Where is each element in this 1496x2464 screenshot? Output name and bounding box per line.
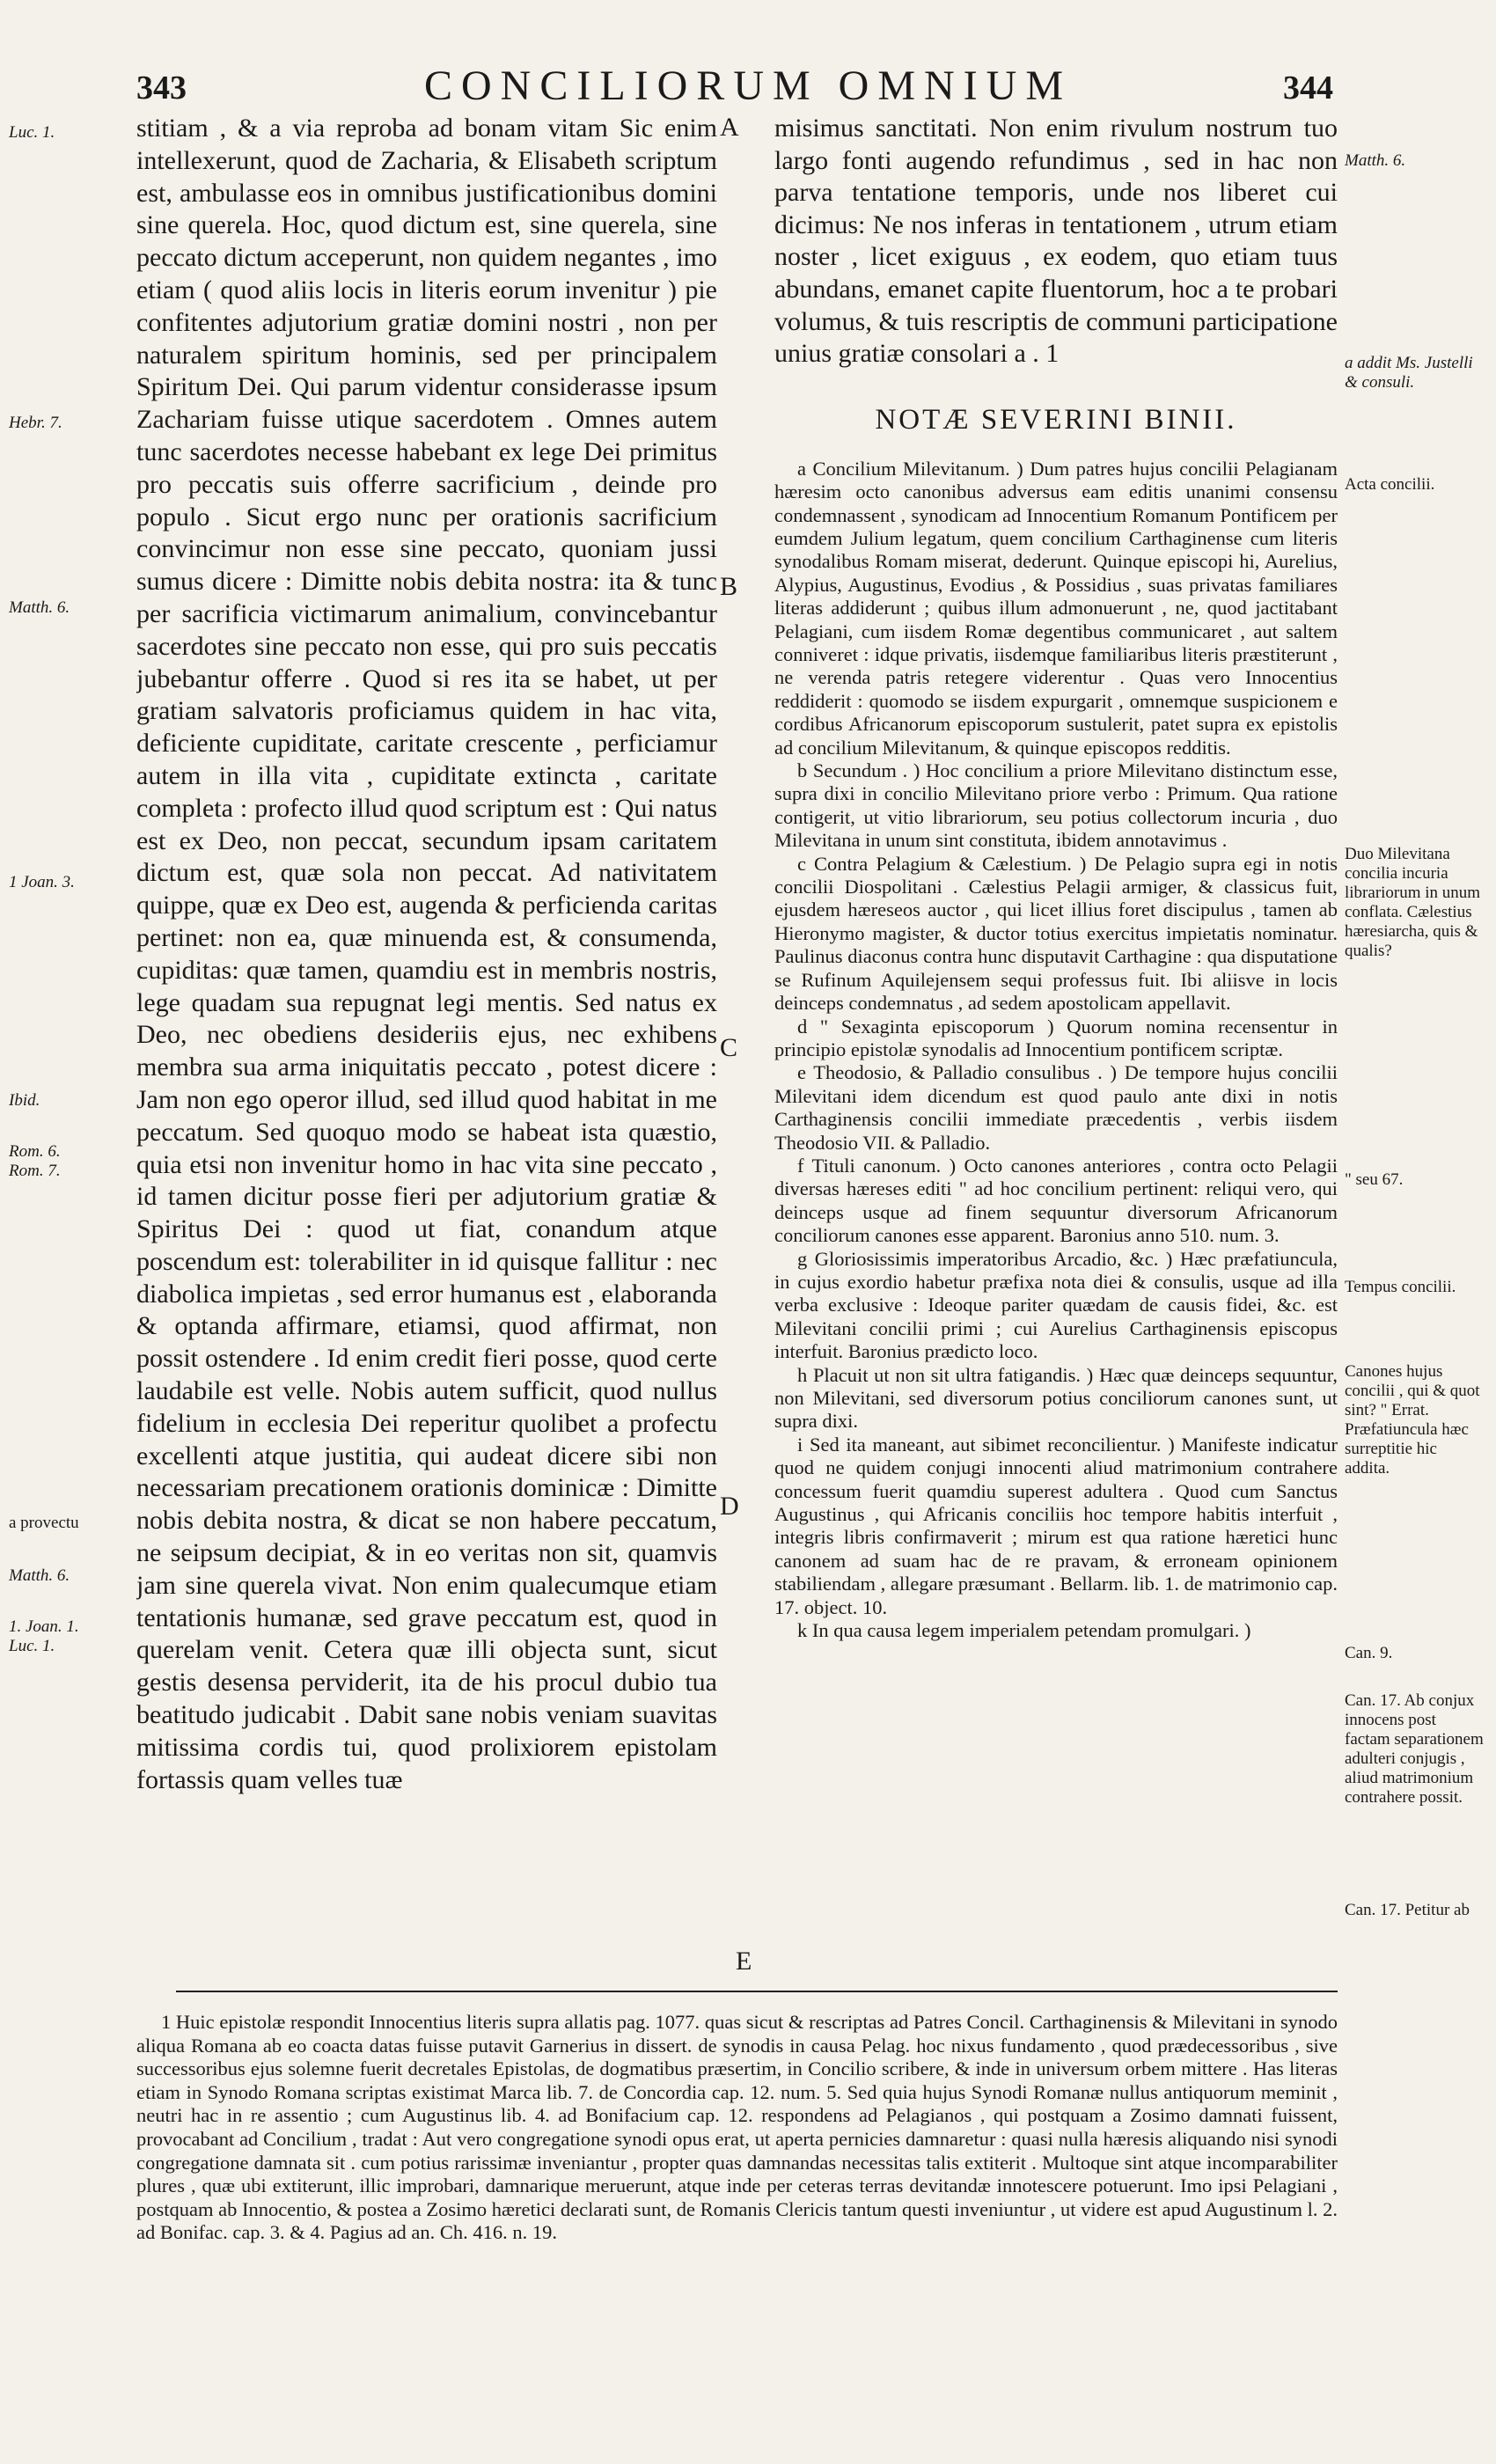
margin-ref: Matth. 6. bbox=[1345, 151, 1406, 170]
note-f: f Tituli canonum. ) Octo canones anteriores , contra octo Pelagii diversas hæreses editi " ad hoc concilium pertinent: reliqui vero, qui deinceps usque ad finem sequuntur diversorum Africanorum conciliorum canones esse apparent. Baronius anno 510. num. 3. bbox=[774, 1154, 1338, 1247]
note-g: g Gloriosissimis imperatoribus Arcadio, &c. ) Hæc præfatiuncula, in cujus exordio habetur præfixa nota diei & consulis, usque ad illa verba exclusive : Ideoque pariter quædam de causis fidei, &c. est Milevitani concilii primi ; cui Aurelius Carthaginensis episcopus interfuit. Baronius prædicto loco. bbox=[774, 1247, 1338, 1363]
margin-note: " seu 67. bbox=[1345, 1170, 1404, 1189]
note-e: e Theodosio, & Palladio consulibus . ) De tempore hujus concilii Milevitani idem dicendum est quod paulo ante dixi in notis Carthaginensis concilii immediate præcedentis , verbis iisdem Theodosio VII. & Palladio. bbox=[774, 1061, 1338, 1154]
margin-ref: Luc. 1. bbox=[9, 1637, 55, 1655]
notes-heading: NOTÆ SEVERINI BINII. bbox=[875, 403, 1237, 436]
right-column-text: misimus sanctitati. Non enim rivulum nostrum tuo largo fonti augendo refundimus , sed in hac non parva tentatione temporis, unde nos liberet cui dicimus: Ne nos inferas in tentationem , utrum etiam noster , licet exiguus , ex eodem, quo etiam tuus abundans, emanet capite fluentorum, hoc a te probari volumus, & tuis rescriptis de communi participatione unius gratiæ consolari a . 1 bbox=[774, 114, 1338, 369]
margin-ref: Rom. 7. bbox=[9, 1162, 61, 1180]
margin-note: Acta concilii. bbox=[1345, 475, 1435, 494]
margin-ref: 1. Joan. 1. bbox=[9, 1617, 79, 1636]
page-number-right: 344 bbox=[1283, 70, 1333, 106]
margin-ref: 1 Joan. 3. bbox=[9, 873, 75, 891]
note-c: c Contra Pelagium & Cælestium. ) De Pelagio supra egi in notis concilii Diospolitani . Cælestius Pelagii armiger, & classicus fuit, ejusdem hæreseos auctor , qui licet illius foret discipulus , tamen ab Hieronymo magister, & ductor totius exercitus impietatis nominatur. Paulinus diaconus contra hunc disputavit Carthagine : qua disputatione se Rufinum Aquilejensem sequi professus fuit. Ibi aliisve in locis deinceps condemnatus , ad sedem apostolicam appellavit. bbox=[774, 852, 1338, 1015]
footnote: 1 Huic epistolæ respondit Innocentius literis supra allatis pag. 1077. quas sicut & rescriptas ad Patres Concil. Carthaginensis & Milevitani in synodo aliqua Romana ab eo coacta datas fuisse putavit Garnerius in dissert. de synodis in causa Pelag. hoc nixus fundamento , quod prædecessoribus , sive successoribus ejus solemne fuerit decretales Epistolas, de dogmatibus præsertim, in Concilio scribere, & inde in universum orbem mittere . Has literas etiam in Synodo Romana scriptas existimat Marca lib. 7. de Concordia cap. 12. num. 5. Sed quia hujus Synodi Romanæ nullus antiquorum meminit , neutri hac in re assentio ; cum Augustinus lib. 4. ad Bonifacium cap. 12. respondens ad Pelagianos , qui postquam a Zosimo damnati fuissent, provocabant ad Concilium , tradat : Aut vero congregatione synodi opus erat, ut aperta pernicies damnaretur : quasi nulla hæresis aliquando nisi synodi congregatione damnata sit . cum potius rarissimæ inveniantur , propter quas damnandas necessitas talis extiterit . Multoque sint atque incomparabiliter plures , quæ ubi extiterunt, illic improbari, damnarique meruerunt, atque inde per ceteras terras devitandæ innotescere potuerunt. Imo ipsi Pelagiani , postquam ab Innocentio, & postea a Zosimo hæretici declarati sunt, de Romanis Clericis tantum questi inveniuntur , ut videre est apud Augustinum l. 2. ad Bonifac. cap. 3. & 4. Pagius ad an. Ch. 416. n. 19. bbox=[136, 2011, 1338, 2244]
margin-ref: Hebr. 7. bbox=[9, 414, 62, 432]
margin-note: Can. 17. Petitur ab bbox=[1345, 1901, 1470, 1919]
margin-note: a addit Ms. Justelli & consuli. bbox=[1345, 354, 1473, 392]
margin-ref: a provectu bbox=[9, 1514, 79, 1532]
right-column bbox=[774, 113, 1338, 1642]
margin-ref: Ibid. bbox=[9, 1091, 40, 1110]
margin-note: Can. 9. bbox=[1345, 1644, 1393, 1662]
margin-ref: Rom. 6. bbox=[9, 1142, 61, 1161]
note-a: a Concilium Milevitanum. ) Dum patres hujus concilii Pelagianam hæresim octo canonibus adversus eam editis unanimi consensu condemnassent , synodicam ad Innocentium Romanum Pontificem per eumdem Julium legatum, quem concilium Carthaginense cum literis synodalibus Romam miserat, dederunt. Quinque episcopi hi, Aurelius, Alypius, Augustinus, Evodius , & Possidius , suas privatas familiares literas addiderunt ; quibus illum admonuerunt , ne, quod jactitabant Pelagiani, cum iisdem Romæ degentibus communicaret , aut saltem conniveret : idque privatis, iisdemque familiaribus literis præstiterunt , ne verenda patris retegere viderentur . Quas vero Innocentius reddiderit : quomodo se iisdem expurgarit , omnemque suspicionem e cordibus Africanorum episcoporum sustulerit, patet supra ex epistolis ad concilium Milevitanum, & quinque episcopos redditis. bbox=[774, 457, 1338, 759]
notes-section bbox=[774, 458, 1338, 1643]
note-h: h Placuit ut non sit ultra fatigandis. ) Hæc quæ deinceps sequuntur, non Milevitani, sed diversorum potius conciliorum canones sunt, ut supra dixi. bbox=[774, 1363, 1338, 1433]
running-title: CONCILIORUM OMNIUM bbox=[423, 62, 1072, 109]
note-k: k In qua causa legem imperialem petendam promulgari. ) bbox=[797, 1619, 1251, 1642]
left-column bbox=[136, 113, 717, 1796]
margin-ref: Matth. 6. bbox=[9, 598, 70, 617]
margin-note: Canones hujus concilii , qui & quot sint? " Errat. Præfatiuncula hæc surreptitie hic addita. bbox=[1345, 1362, 1480, 1478]
section-letter-c: C bbox=[720, 1033, 738, 1062]
margin-note: Can. 17. Ab conjux innocens post factam separationem adulteri conjugis , aliud matrimonium contrahere possit. bbox=[1345, 1691, 1484, 1807]
section-letter-a: A bbox=[720, 113, 739, 142]
note-i: i Sed ita maneant, aut sibimet reconcilientur. ) Manifeste indicatur quod ne quidem conjugi innocenti aliud matrimonium contrahere concessum fuerit quamdiu superest adultera . Quod cum Sanctus Augustinus , qui Africanis conciliis hoc tempore habitis interfuit , integris libris confirmaverit ; mirum est qua ratione hæretici hunc canonem ad suam hac de re pravam, & erroneam opinionem stabiliendam , allegare præsumant . Bellarm. lib. 1. de matrimonio cap. 17. object. 10. bbox=[774, 1433, 1338, 1618]
margin-ref: Luc. 1. bbox=[9, 123, 55, 142]
note-b: b Secundum . ) Hoc concilium a priore Milevitano distinctum esse, supra dixi in concilio Milevitano priore verbo : Primum. Qua ratione contigerit, ut vitio librariorum, seu potius collectorum incuria , duo Milevitana in unum sint constituta, ibidem annotavimus . bbox=[774, 759, 1338, 852]
page-number-left: 343 bbox=[136, 70, 187, 106]
section-letter-d: D bbox=[720, 1492, 739, 1521]
footnote-rule bbox=[176, 1991, 1338, 1992]
left-column-text: stitiam , & a via reproba ad bonam vitam Sic enim intellexerunt, quod de Zacharia, & Elisabeth scriptum est, ambulasse eos in omnibus justificationibus domini sine querela. Hoc, quod dictum est, sine querela, sine peccato dictum acceperunt, non quidem negantes , imo etiam ( quod aliis locis in literis eorum invenitur ) pie confitentes adjutorium gratiæ domini nostri , non per naturalem spiritum hominis, sed per principalem Spiritum Dei. Qui parum videntur considerasse ipsum Zachariam fuisse utique sacerdotem . Omnes autem tunc sacerdotes necesse habebant ex lege Dei primitus pro peccatis suis offerre sacrificium , deinde pro populo . Sicut ergo nunc per orationis sacrificium convincimur non esse sine peccato, quoniam jussi sumus dicere : Dimitte nobis debita nostra: ita & tunc per sacrificia victimarum animalium, convincebantur sacerdotes sine peccato non esse, qui pro suis peccatis jubebantur offerre . Quod si res ita se habet, ut per gratiam salvatoris proficiamus quidem in hac vita, deficiente cupiditate, caritate crescente , perficiamur autem in illa vita , cupiditate extincta , caritate completa : profecto illud quod scriptum est : Qui natus est ex Deo, non peccat, secundum ipsam caritatem dictum est, quæ sola non peccat. Ad nativitatem quippe, quæ ex Deo est, augenda & perficienda caritas pertinet: non ea, quæ minuenda est, & consumenda, cupiditas: quæ tamen, quamdiu est in membris nostris, lege quadam sua repugnat legi mentis. Sed natus ex Deo, nec obediens desideriis ejus, nec exhibens membra sua arma iniquitatis peccato , potest dicere : Jam non ego operor illud, sed illud quod habitat in me peccatum. Sed quoquo modo se habeat ista quæstio, quia etsi non invenitur homo in hac vita sine peccato , id tamen dicitur posse fieri per adjutorium gratiæ & Spiritus Dei : quod ut fiat, conandum atque poscendum est: tolerabiliter in id quisque fallitur : nec diabolica impietas , sed error humanus est , elaboranda & optanda affirmare, etiamsi, quod affirmat, non possit ostendere . Id enim credit fieri posse, quod certe laudabile est velle. Nobis autem sufficit, quod nullus fidelium in ecclesia Dei reperitur quolibet a profectu excellenti atque justitia, qui audeat dicere sibi non necessariam precationem orationis dominicæ : Dimitte nobis debita nostra, & dicat se non habere peccatum, ne seipsum decipiat, & in eo veritas non sit, quamvis jam sine querela vivat. Non enim qualecumque etiam tentationis humanæ, sed grave peccatum est, quod in querelam venit. Cetera quæ illi objecta sunt, sicut gestis desensa perviderit, ita de his procul dubio tua beatitudo judicabit . Dabit sane nobis veniam suavitas mitissima cordis tui, quod prolixiorem epistolam fortassis quam velles tuæ bbox=[136, 114, 717, 1794]
margin-note: Tempus concilii. bbox=[1345, 1278, 1456, 1296]
note-d: d " Sexaginta episcoporum ) Quorum nomina recensentur in principio epistolæ synodalis ad Innocentium pontificem scriptæ. bbox=[774, 1015, 1338, 1060]
margin-ref: Matth. 6. bbox=[9, 1566, 70, 1585]
section-letter-b: B bbox=[720, 572, 738, 601]
section-letter-e: E bbox=[736, 1947, 752, 1976]
margin-note: Duo Milevitana concilia incuria librariorum in unum conflata. Cælestius hæresiarcha, quis & qualis? bbox=[1345, 845, 1481, 960]
